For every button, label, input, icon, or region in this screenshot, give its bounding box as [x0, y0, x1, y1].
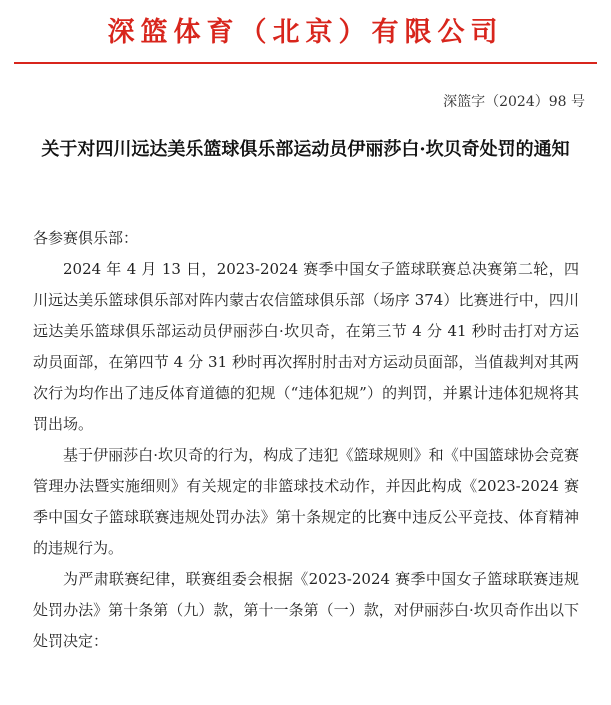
- salutation: 各参赛俱乐部：: [33, 229, 139, 247]
- letterhead-divider: [14, 62, 597, 64]
- body-paragraph: 2024 年 4 月 13 日，2023-2024 赛季中国女子篮球联赛总决赛第二轮，四川远达美乐篮球俱乐部对阵内蒙古农信篮球俱乐部（场序 374）比赛进行中，四川远达美乐篮球俱乐部运动员伊丽莎白·坎贝奇，在第三节 4 分 41 秒时击打对方运动员面部，在第四节 4 分 31 秒时再次挥肘肘击对方运动员面部，当值裁判对其两次行为均作出了违反体育道德的犯规（“违体犯规”）的判罚，并累计违体犯规将其罚出场。: [33, 260, 579, 433]
- letterhead-org-name: 深篮体育（北京）有限公司: [107, 17, 504, 48]
- document-number: 深篮字（2024）98 号: [443, 94, 585, 110]
- body-paragraph: 基于伊丽莎白·坎贝奇的行为，构成了违犯《篮球规则》和《中国篮球协会竞赛管理办法暨实施细则》有关规定的非篮球技术动作，并因此构成《2023-2024 赛季中国女子篮球联赛违规处罚办法》第十条规定的比赛中违反公平竞技、体育精神的违规行为。: [33, 446, 579, 557]
- body-paragraph: 为严肃联赛纪律，联赛组委会根据《2023-2024 赛季中国女子篮球联赛违规处罚办法》第十条第（九）款，第十一条第（一）款，对伊丽莎白·坎贝奇作出以下处罚决定：: [33, 570, 579, 650]
- document-body: [33, 254, 579, 657]
- document-title: 关于对四川远达美乐篮球俱乐部运动员伊丽莎白·坎贝奇处罚的通知: [41, 139, 570, 160]
